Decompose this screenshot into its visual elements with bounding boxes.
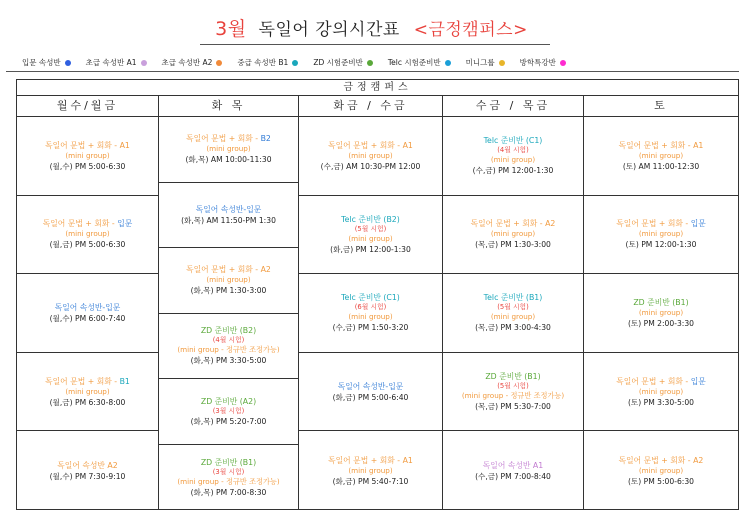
class-title [341,292,400,303]
legend-item [22,57,71,68]
legend-item [162,57,223,68]
class-cell [159,117,298,183]
class-group: (mini group) [206,144,251,154]
class-time: (목,금) PM 3:00-4:30 [475,323,551,333]
legend-color-dot-icon [367,60,373,66]
class-title [57,460,117,471]
class-title-part: Telc 준비반 (C1) [483,136,543,146]
class-group: (mini group) [638,229,684,239]
class-title [484,292,543,303]
class-cell [443,196,583,275]
class-title-part: 입문 [117,219,133,229]
class-cell [159,248,298,314]
class-title-part: 독일어 문법 + 회화 - A2 [618,455,704,465]
class-title [201,457,256,468]
day-column [584,117,738,510]
legend-item [86,57,147,68]
class-cell [159,314,298,380]
class-time: (화,목) PM 1:30-3:00 [190,286,267,296]
class-cell [443,274,583,353]
class-title-part: 독일어 속성반 A1 [482,460,544,470]
class-group: (mini group) [348,150,393,160]
class-group: (mini group) [490,229,536,239]
class-title [471,218,556,229]
class-title [633,297,688,308]
class-title-part: ZD 준비반 (B2) [200,326,257,336]
legend-color-dot-icon [499,60,505,66]
class-cell [17,431,158,510]
class-time: (월,금) PM 5:00-6:30 [49,240,126,250]
class-group: (mini group) [490,312,536,322]
class-time: (토) PM 5:00-6:30 [627,476,695,486]
class-title-part: ZD 준비반 (B1) [633,297,689,307]
exam-month: (3월 시험) [212,406,245,415]
class-cell [443,117,583,196]
class-title-part: 독일어 문법 + 회화 - A1 [328,140,413,150]
class-title [201,396,256,407]
class-cell [159,445,298,511]
day-column [17,117,159,510]
class-title [338,381,404,392]
class-time: (월,수) PM 6:00-7:40 [49,313,126,323]
class-title-part: 독일어 속성반 A2 [57,460,118,470]
legend-item [237,57,298,68]
class-cell [584,274,738,353]
class-cell [584,196,738,275]
class-group: (mini group) [348,312,393,322]
class-title-part: Telc 준비반 (B1) [483,293,543,303]
legend-color-dot-icon [445,60,451,66]
exam-month: (6월 시험) [354,303,387,312]
class-group: (mini group) [348,465,393,475]
class-time: (화,금) PM 12:00-1:30 [330,244,411,254]
title-campus: <금정캠퍼스> [413,20,528,40]
legend-label: ZD 시험준비반 [313,58,363,67]
class-title [616,218,706,229]
class-time: (화,목) PM 3:30-5:00 [190,356,267,366]
class-time: (수,금) PM 7:00-8:40 [475,471,551,481]
legend [22,57,742,68]
legend-color-dot-icon [141,60,147,66]
legend-label: 방학특강반 [519,58,556,67]
class-title [196,204,262,215]
class-group: (mini group) [206,275,251,285]
class-title [619,140,704,151]
class-cell [299,274,442,353]
legend-color-dot-icon [65,60,71,66]
class-cell [584,353,738,432]
legend-label: Telc 시험준비반 [387,58,441,67]
day-column [443,117,584,510]
legend-label: 초급 속성반 A2 [161,58,213,67]
class-title [616,376,706,387]
class-cell [299,117,442,196]
class-time: (수,금) AM 10:30-PM 12:00 [320,161,421,171]
class-cell [299,431,442,510]
legend-label: 입문 속성반 [22,58,61,67]
class-title [485,371,540,382]
class-cell [159,183,298,249]
class-cell [17,196,158,275]
legend-item [520,57,566,68]
title-month: 3월 [215,18,247,40]
class-title [201,325,256,336]
class-title [328,140,413,151]
day-column [159,117,299,510]
class-group: (mini group) [348,233,393,243]
day-column [299,117,443,510]
class-cell [17,274,158,353]
legend-color-dot-icon [560,60,566,66]
exam-month: (3월 시험) [212,467,245,476]
class-cell [17,117,158,196]
class-cell [299,196,442,275]
class-title-part: 독일어 문법 + 회화 - A1 [618,140,704,150]
day-header: 화 목 [159,95,299,117]
day-header: 월수/월금 [17,95,159,117]
class-title-part: 독일어 속성반-입문 [195,204,262,214]
class-time: (화,목) PM 7:00-8:30 [190,487,267,497]
class-title-part: 독일어 속성반-입문 [337,381,404,391]
class-title-part: 독일어 문법 + 회화 - A2 [186,265,271,275]
class-group: (mini group) [638,307,684,317]
class-group: (mini group) [65,150,110,160]
class-title-part: ZD 준비반 (B1) [200,457,257,467]
class-cell [584,431,738,510]
class-title [186,133,271,144]
title-main: 독일어 강의시간표 [258,20,400,40]
class-time: (수,금) PM 12:00-1:30 [472,166,554,176]
class-time: (화,금) PM 5:00-6:40 [332,392,409,402]
class-cell [443,353,583,432]
class-time: (월,수) PM 7:30-9:10 [49,471,126,481]
class-title-part: B1 [119,376,130,386]
class-group: (mini group) [65,229,110,239]
legend-label: 미니그룹 [465,58,495,67]
class-cell [17,353,158,432]
legend-item [466,57,505,68]
legend-color-dot-icon [216,60,222,66]
class-title [45,140,130,151]
class-title [484,135,543,146]
class-time: (목,금) PM 5:30-7:00 [475,402,551,412]
class-title [45,376,130,387]
class-title-part: Telc 준비반 (B2) [341,214,400,224]
class-title-part: 독일어 문법 + 회화 - A2 [470,219,556,229]
class-group: (mini group - 정규반 조정가능) [177,476,280,486]
class-title-part: Telc 준비반 (C1) [341,293,400,303]
day-header: 수금 / 목금 [443,95,584,117]
class-title [328,455,413,466]
class-title-part: 독일어 문법 + 회화 - A1 [328,455,413,465]
legend-label: 초급 속성반 A1 [85,58,137,67]
class-time: (화,목) AM 10:00-11:30 [185,155,272,165]
class-title-part: 입문 [690,219,706,229]
title-underline [200,44,550,45]
exam-month: (5월 시험) [354,224,387,233]
legend-label: 중급 속성반 B1 [237,58,289,67]
campus-header: 금정캠퍼스 [17,80,738,96]
class-title-part: ZD 준비반 (B1) [485,372,541,382]
day-header: 토 [584,95,738,117]
class-cell [584,117,738,196]
day-header: 화금 / 수금 [299,95,443,117]
class-title-part: 독일어 문법 + 회화 - [616,219,691,229]
class-time: (목,금) PM 1:30-3:00 [475,240,551,250]
class-title-part: 독일어 문법 + 회화 - [45,376,120,386]
class-group: (mini group) [638,465,684,475]
exam-month: (4월 시험) [212,336,245,345]
class-group: (mini group) [638,150,684,160]
exam-month: (4월 시험) [497,146,529,155]
class-title-part: 독일어 문법 + 회화 - [186,134,261,144]
class-title [186,264,271,275]
class-time: (토) PM 2:00-3:30 [627,318,695,328]
exam-month: (5월 시험) [497,303,529,312]
class-title-part: ZD 준비반 (A2) [200,396,257,406]
class-time: (월,금) PM 6:30-8:00 [49,397,126,407]
class-group: (mini group - 정규반 조정가능) [177,345,280,355]
class-group: (mini group - 정규반 조정가능) [461,391,565,401]
class-title [483,460,543,471]
class-time: (월,수) PM 5:00-6:30 [49,161,126,171]
class-title-part: B2 [260,134,271,144]
class-group: (mini group) [490,155,536,165]
class-group: (mini group) [65,386,110,396]
legend-color-dot-icon [292,60,298,66]
exam-month: (5월 시험) [497,382,529,391]
class-cell [299,353,442,432]
class-time: (화,목) PM 5:20-7:00 [190,416,267,426]
class-title-part: 독일어 문법 + 회화 - [42,219,118,229]
class-time: (토) PM 12:00-1:30 [625,240,697,250]
class-time: (수,금) PM 1:50-3:20 [332,323,409,333]
class-title [341,214,400,225]
class-title [619,455,704,466]
class-title-part: 독일어 문법 + 회화 - A1 [45,140,130,150]
class-title [55,302,121,313]
legend-item [388,57,451,68]
class-time: (토) PM 3:30-5:00 [627,397,695,407]
timetable [16,79,739,510]
page-title [0,14,743,41]
legend-item [313,57,373,68]
class-time: (토) AM 11:00-12:30 [622,161,700,171]
class-title [43,218,133,229]
class-group: (mini group) [638,386,684,396]
class-time: (화,금) PM 5:40-7:10 [332,476,409,486]
class-title-part: 독일어 속성반-입문 [54,302,121,312]
class-cell [443,431,583,510]
legend-divider [6,71,739,72]
class-time: (화,목) AM 11:50-PM 1:30 [181,215,276,225]
class-cell [159,379,298,445]
class-title-part: 입문 [690,376,706,386]
class-title-part: 독일어 문법 + 회화 - [616,376,691,386]
